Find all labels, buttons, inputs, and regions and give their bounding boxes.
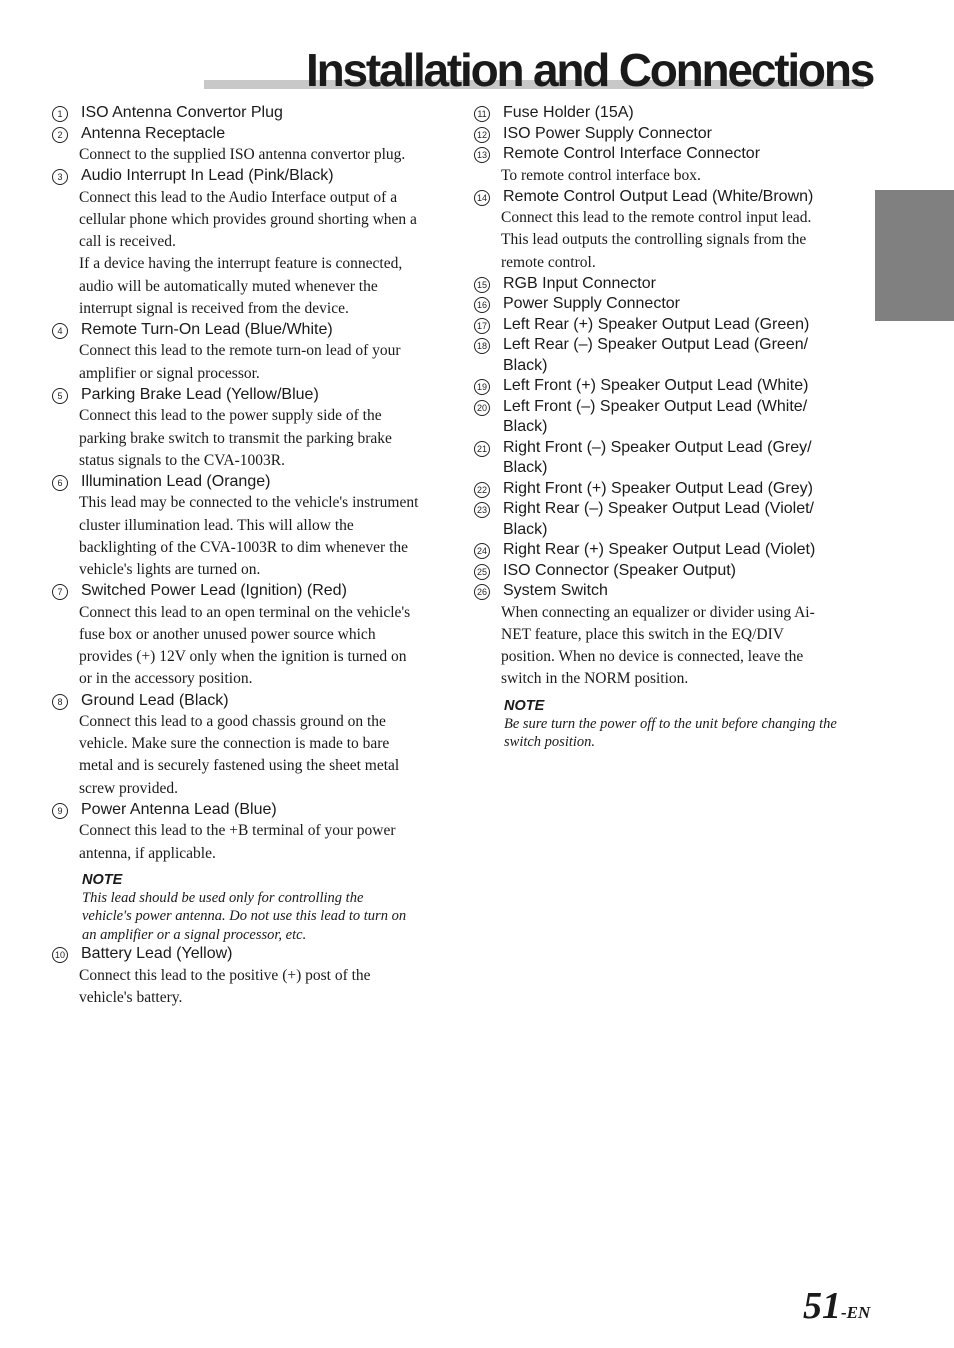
section-side-tab bbox=[875, 190, 954, 321]
item-description-line: When connecting an equalizer or divider using Ai- bbox=[501, 603, 815, 621]
item-description-line: backlighting of the CVA-1003R to dim whenever the bbox=[79, 538, 409, 556]
item-label-continued: Black) bbox=[503, 356, 548, 374]
list-item bbox=[474, 438, 874, 479]
item-description-line: Connect this lead to the +B terminal of your power bbox=[79, 822, 396, 840]
list-item bbox=[52, 800, 452, 944]
item-description-line: status signals to the CVA-1003R. bbox=[79, 451, 285, 469]
item-number-badge: 25 bbox=[474, 564, 490, 580]
item-description-line: Connect this lead to an open terminal on the vehicle's bbox=[79, 603, 411, 621]
item-heading bbox=[474, 294, 874, 315]
item-description-line: NET feature, place this switch in the EQ/DIV bbox=[501, 626, 784, 644]
item-heading bbox=[52, 103, 452, 124]
item-label: Power Antenna Lead (Blue) bbox=[81, 800, 277, 818]
item-description-line: vehicle's battery. bbox=[79, 988, 183, 1006]
note-heading: NOTE bbox=[82, 871, 123, 888]
list-item bbox=[474, 499, 874, 540]
item-heading bbox=[52, 385, 452, 406]
item-number-badge: 26 bbox=[474, 584, 490, 600]
item-label: Audio Interrupt In Lead (Pink/Black) bbox=[81, 167, 334, 185]
list-item bbox=[52, 124, 452, 167]
item-heading bbox=[474, 103, 874, 124]
item-number-badge: 4 bbox=[52, 323, 68, 339]
item-heading bbox=[474, 397, 874, 418]
item-heading bbox=[474, 274, 874, 295]
item-description-line: Connect this lead to the Audio Interface output of a bbox=[79, 188, 398, 206]
item-heading bbox=[52, 166, 452, 187]
item-label: Right Rear (+) Speaker Output Lead (Violet) bbox=[503, 541, 816, 559]
item-description-line: cluster illumination lead. This will allow the bbox=[79, 516, 354, 534]
item-label-continued: Black) bbox=[503, 459, 548, 477]
note-text-line: an amplifier or a signal processor, etc. bbox=[82, 926, 307, 943]
item-label: Remote Control Interface Connector bbox=[503, 145, 761, 162]
item-label: Left Front (–) Speaker Output Lead (White/ bbox=[503, 397, 808, 415]
page-number bbox=[803, 1281, 870, 1338]
list-item bbox=[474, 294, 874, 315]
item-number-badge: 24 bbox=[474, 543, 490, 559]
item-description-line: cellular phone which provides ground shorting when a bbox=[79, 210, 417, 228]
item-heading bbox=[52, 800, 452, 821]
item-number-badge: 15 bbox=[474, 277, 490, 293]
item-number-badge: 19 bbox=[474, 379, 490, 395]
list-item bbox=[52, 581, 452, 690]
item-label: Antenna Receptacle bbox=[81, 124, 226, 142]
item-heading bbox=[52, 581, 452, 602]
item-label: Fuse Holder (15A) bbox=[503, 104, 634, 121]
item-description-line: Connect this lead to the power supply side of the bbox=[79, 407, 382, 425]
item-description-line: If a device having the interrupt feature is connected, bbox=[79, 255, 403, 273]
item-description-line: interrupt signal is received from the device. bbox=[79, 299, 349, 317]
item-description-line: or in the accessory position. bbox=[79, 670, 253, 688]
item-number-badge: 14 bbox=[474, 190, 490, 206]
item-description-line: Connect this lead to the remote turn-on lead of your bbox=[79, 342, 401, 360]
list-item bbox=[474, 581, 874, 751]
item-description-line: This lead may be connected to the vehicle's instrument bbox=[79, 494, 419, 512]
item-description-line: remote control. bbox=[501, 253, 596, 271]
item-description-line: fuse box or another unused power source which bbox=[79, 625, 376, 643]
item-number-badge: 10 bbox=[52, 947, 68, 963]
note-text-line: vehicle's power antenna. Do not use this lead to turn on bbox=[82, 908, 407, 925]
list-item bbox=[52, 944, 452, 1009]
left-column bbox=[52, 103, 452, 1009]
item-label: Remote Turn-On Lead (Blue/White) bbox=[81, 320, 333, 338]
item-label: Left Rear (–) Speaker Output Lead (Green/ bbox=[503, 336, 809, 354]
list-item bbox=[52, 385, 452, 472]
item-label: Switched Power Lead (Ignition) (Red) bbox=[81, 582, 347, 600]
item-number-badge: 20 bbox=[474, 400, 490, 416]
item-heading bbox=[474, 376, 874, 397]
list-item bbox=[474, 315, 874, 336]
item-label: Left Rear (+) Speaker Output Lead (Green) bbox=[503, 315, 810, 333]
item-heading bbox=[52, 472, 452, 493]
item-heading bbox=[474, 124, 874, 145]
item-number-badge: 8 bbox=[52, 694, 68, 710]
item-description-line: vehicle. Make sure the connection is made to bare bbox=[79, 735, 390, 753]
item-heading bbox=[474, 315, 874, 336]
item-description-line: screw provided. bbox=[79, 779, 178, 797]
item-heading bbox=[52, 320, 452, 341]
list-item bbox=[474, 274, 874, 295]
item-heading bbox=[474, 561, 874, 582]
item-description-line: Connect this lead to the positive (+) post of the bbox=[79, 966, 371, 984]
item-number-badge: 11 bbox=[474, 106, 490, 122]
item-number-badge: 17 bbox=[474, 318, 490, 334]
list-item bbox=[474, 397, 874, 438]
list-item bbox=[52, 691, 452, 800]
item-description-line: This lead outputs the controlling signals from the bbox=[501, 231, 807, 249]
right-column bbox=[474, 103, 874, 752]
item-description-line: amplifier or signal processor. bbox=[79, 364, 260, 382]
item-description-line: antenna, if applicable. bbox=[79, 844, 216, 862]
list-item bbox=[474, 103, 874, 124]
list-item bbox=[474, 187, 874, 274]
item-description-line: Connect this lead to a good chassis ground on the bbox=[79, 713, 386, 731]
item-label-continued: Black) bbox=[503, 520, 548, 538]
item-description-line: call is received. bbox=[79, 233, 176, 251]
note-text-line: switch position. bbox=[504, 734, 596, 751]
item-label: Right Rear (–) Speaker Output Lead (Violet/ bbox=[503, 500, 814, 518]
item-description-line: Connect this lead to the remote control input lead. bbox=[501, 209, 812, 227]
item-description-line: parking brake switch to transmit the parking brake bbox=[79, 429, 392, 447]
list-item bbox=[474, 376, 874, 397]
item-number-badge: 3 bbox=[52, 169, 68, 185]
page-number-value: 51 bbox=[803, 1285, 841, 1327]
page-number-suffix: -EN bbox=[841, 1303, 871, 1322]
note-heading: NOTE bbox=[504, 697, 545, 714]
list-item bbox=[474, 335, 874, 376]
item-description-line: provides (+) 12V only when the ignition is turned on bbox=[79, 648, 407, 666]
item-description-line: Connect to the supplied ISO antenna convertor plug. bbox=[79, 146, 406, 163]
list-item bbox=[474, 144, 874, 187]
item-label: Ground Lead (Black) bbox=[81, 691, 229, 709]
item-number-badge: 9 bbox=[52, 803, 68, 819]
item-number-badge: 22 bbox=[474, 482, 490, 498]
item-number-badge: 21 bbox=[474, 441, 490, 457]
item-heading bbox=[474, 335, 874, 356]
item-description-line: audio will be automatically muted whenever the bbox=[79, 277, 378, 295]
item-heading bbox=[474, 438, 874, 459]
item-number-badge: 5 bbox=[52, 388, 68, 404]
item-label: System Switch bbox=[503, 582, 608, 600]
item-description-line: switch in the NORM position. bbox=[501, 670, 689, 688]
page-title: Installation and Connections bbox=[306, 44, 874, 96]
item-number-badge: 12 bbox=[474, 127, 490, 143]
item-label: Illumination Lead (Orange) bbox=[81, 472, 271, 490]
item-label: ISO Power Supply Connector bbox=[503, 124, 712, 142]
item-label: ISO Connector (Speaker Output) bbox=[503, 561, 736, 579]
list-item bbox=[474, 479, 874, 500]
item-label: Right Front (–) Speaker Output Lead (Grey/ bbox=[503, 438, 812, 456]
list-item bbox=[52, 103, 452, 124]
item-label: Battery Lead (Yellow) bbox=[81, 945, 233, 963]
item-description-line: vehicle's lights are turned on. bbox=[79, 561, 261, 579]
item-number-badge: 13 bbox=[474, 147, 490, 163]
item-number-badge: 18 bbox=[474, 338, 490, 354]
item-heading bbox=[474, 540, 874, 561]
item-label: ISO Antenna Convertor Plug bbox=[81, 104, 283, 121]
item-number-badge: 23 bbox=[474, 502, 490, 518]
note-text-line: Be sure turn the power off to the unit before changing the bbox=[504, 715, 837, 732]
list-item bbox=[52, 472, 452, 581]
item-number-badge: 1 bbox=[52, 106, 68, 122]
item-number-badge: 16 bbox=[474, 297, 490, 313]
item-label: RGB Input Connector bbox=[503, 274, 656, 292]
item-label-continued: Black) bbox=[503, 418, 548, 436]
item-number-badge: 6 bbox=[52, 475, 68, 491]
item-description-line: metal and is securely fastened using the sheet metal bbox=[79, 757, 400, 775]
item-label: Parking Brake Lead (Yellow/Blue) bbox=[81, 385, 319, 403]
note-text-line: This lead should be used only for controlling the bbox=[82, 889, 364, 906]
item-label: Power Supply Connector bbox=[503, 295, 680, 313]
item-heading bbox=[474, 479, 874, 500]
item-heading bbox=[52, 691, 452, 712]
list-item bbox=[52, 320, 452, 385]
item-heading bbox=[52, 124, 452, 145]
item-heading bbox=[474, 187, 874, 208]
list-item bbox=[474, 540, 874, 561]
item-heading bbox=[474, 581, 874, 602]
item-label: Right Front (+) Speaker Output Lead (Grey) bbox=[503, 479, 813, 497]
item-number-badge: 2 bbox=[52, 127, 68, 143]
list-item bbox=[474, 561, 874, 582]
list-item bbox=[52, 166, 452, 320]
item-heading bbox=[52, 944, 452, 965]
item-number-badge: 7 bbox=[52, 584, 68, 600]
item-heading bbox=[474, 144, 874, 165]
list-item bbox=[474, 124, 874, 145]
item-heading bbox=[474, 499, 874, 520]
item-label: Remote Control Output Lead (White/Brown) bbox=[503, 187, 814, 205]
item-label: Left Front (+) Speaker Output Lead (White) bbox=[503, 377, 809, 395]
item-description-line: position. When no device is connected, leave the bbox=[501, 648, 804, 666]
item-description-line: To remote control interface box. bbox=[501, 166, 701, 184]
